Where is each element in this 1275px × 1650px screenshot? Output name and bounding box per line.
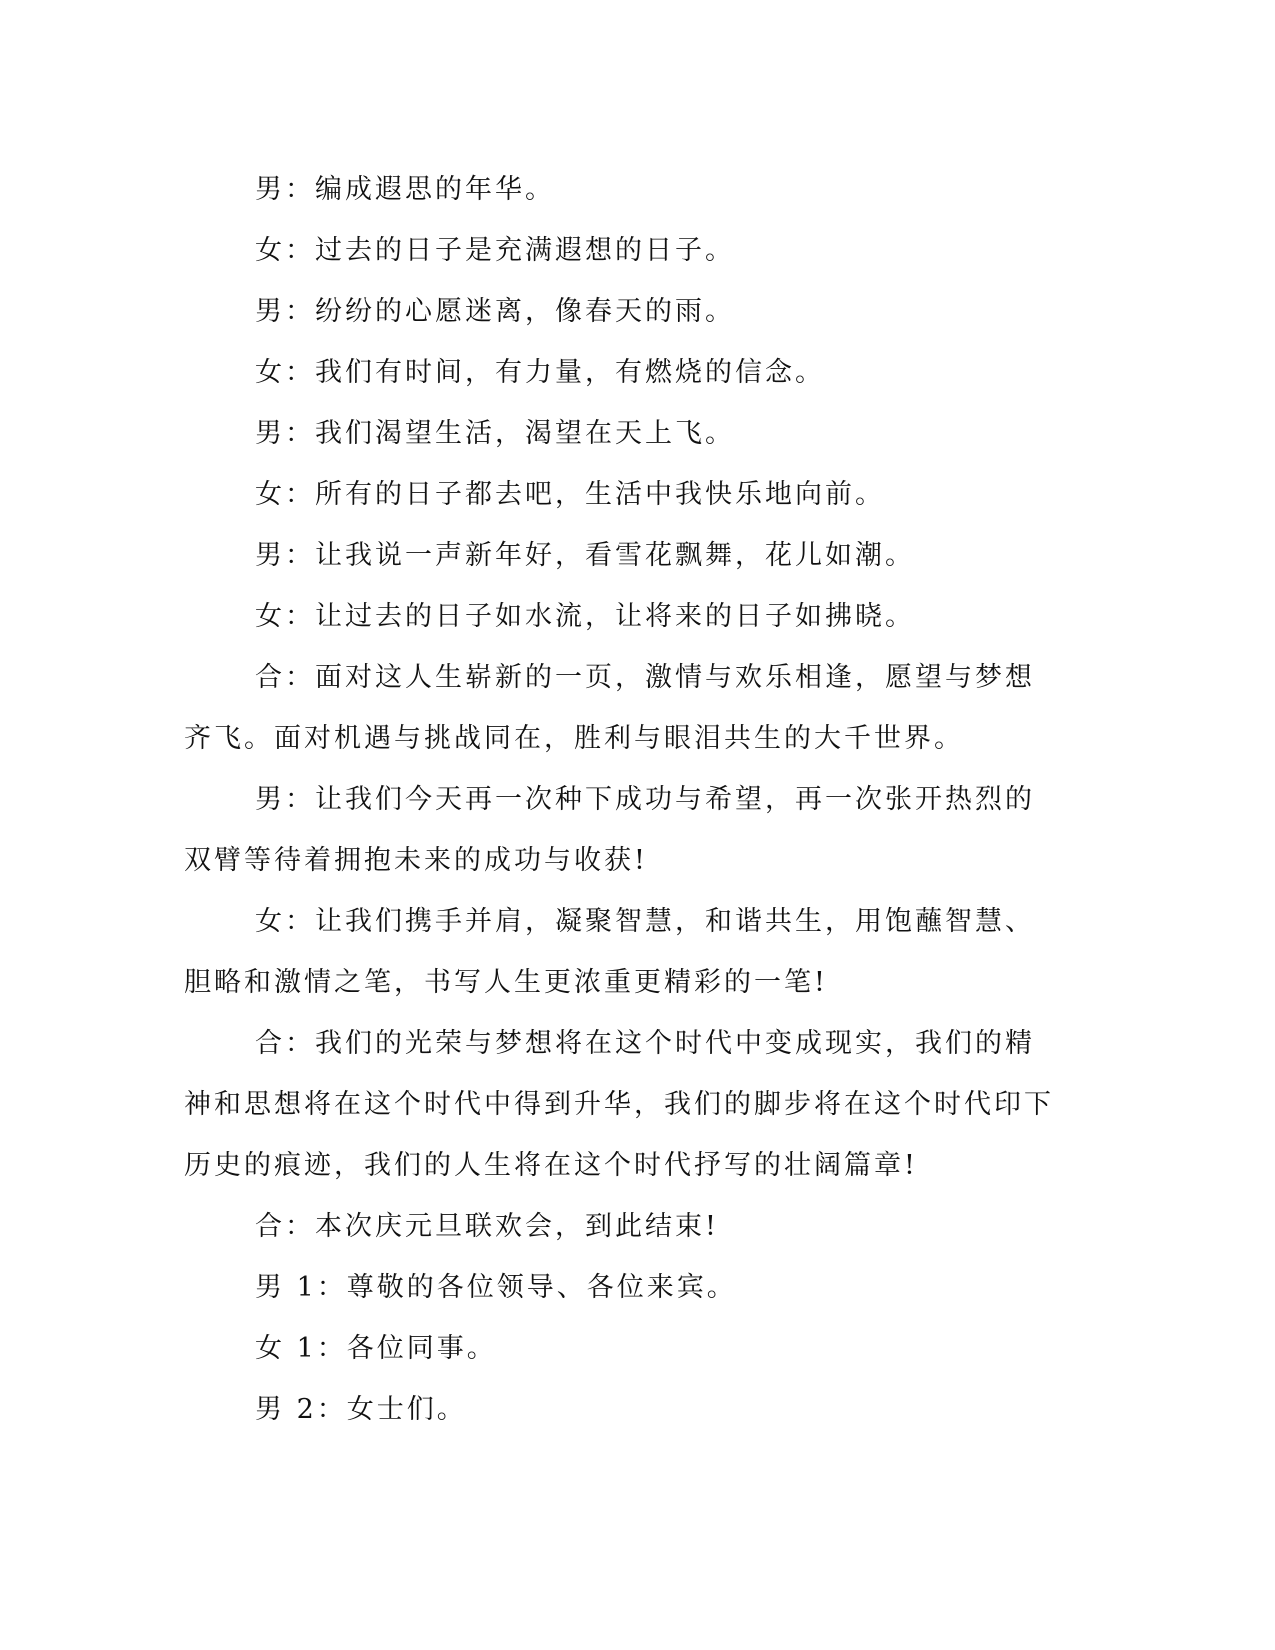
dialogue-line-2: 女：过去的日子是充满遐想的日子。 xyxy=(255,235,735,266)
dialogue-line-6: 女：所有的日子都去吧，生活中我快乐地向前。 xyxy=(255,479,885,510)
dialogue-line-9: 合：面对这人生崭新的一页，激情与欢乐相逢，愿望与梦想齐飞。面对机遇与挑战同在，胜利与眼泪共生的大千世界。 xyxy=(184,662,1035,754)
dialogue-line-12: 合：我们的光荣与梦想将在这个时代中变成现实，我们的精神和思想将在这个时代中得到升华，我们的脚步将在这个时代印下历史的痕迹，我们的人生将在这个时代抒写的壮阔篇章! xyxy=(184,1028,1054,1181)
dialogue-line-13: 合：本次庆元旦联欢会，到此结束! xyxy=(255,1211,719,1242)
dialogue-line-1: 男：编成遐思的年华。 xyxy=(255,174,555,205)
dialogue-line-4: 女：我们有时间，有力量，有燃烧的信念。 xyxy=(255,357,825,388)
dialogue-line-16: 男 2：女士们。 xyxy=(255,1394,467,1425)
dialogue-line-8: 女：让过去的日子如水流，让将来的日子如拂晓。 xyxy=(255,601,915,632)
dialogue-line-3: 男：纷纷的心愿迷离，像春天的雨。 xyxy=(255,296,735,327)
document-body xyxy=(184,159,1064,1440)
dialogue-line-10: 男：让我们今天再一次种下成功与希望，再一次张开热烈的双臂等待着拥抱未来的成功与收获! xyxy=(184,784,1035,876)
dialogue-line-11: 女：让我们携手并肩，凝聚智慧，和谐共生，用饱蘸智慧、胆略和激情之笔，书写人生更浓重更精彩的一笔! xyxy=(184,906,1035,998)
dialogue-line-7: 男：让我说一声新年好，看雪花飘舞，花儿如潮。 xyxy=(255,540,915,571)
dialogue-line-15: 女 1：各位同事。 xyxy=(255,1333,497,1364)
dialogue-line-5: 男：我们渴望生活，渴望在天上飞。 xyxy=(255,418,735,449)
dialogue-line-14: 男 1：尊敬的各位领导、各位来宾。 xyxy=(255,1272,737,1303)
